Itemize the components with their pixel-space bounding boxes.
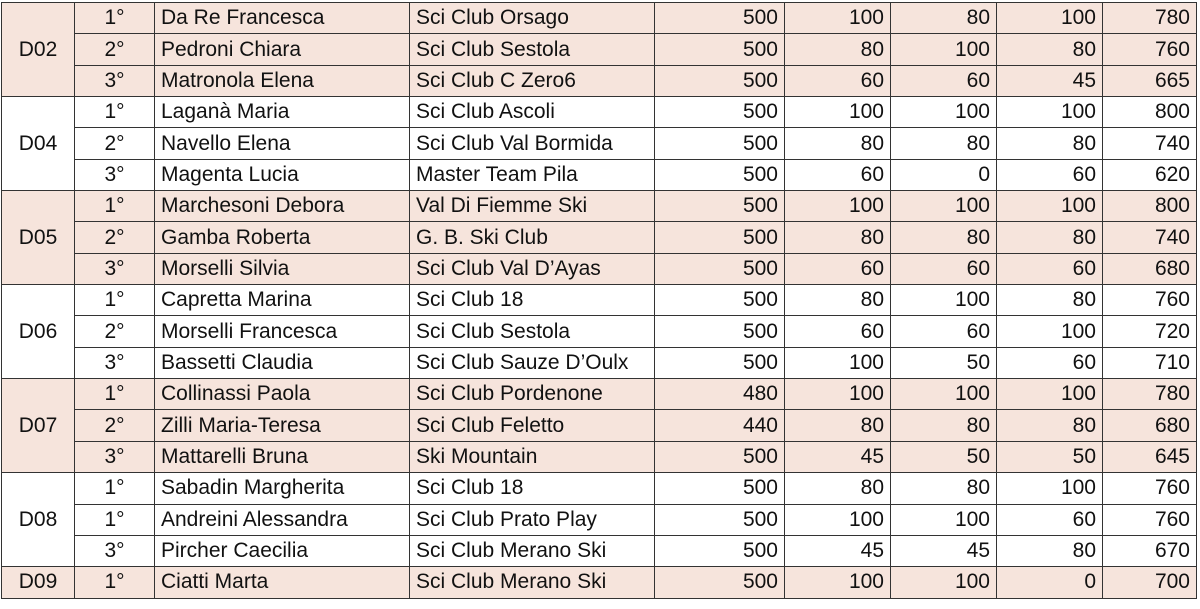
table-row xyxy=(2,128,1197,159)
score-4-cell: 60 xyxy=(997,253,1103,284)
position-cell: 1° xyxy=(75,97,155,128)
position-cell: 2° xyxy=(75,410,155,441)
score-2-cell: 60 xyxy=(785,65,891,96)
club-cell: Sci Club Val D’Ayas xyxy=(410,253,655,284)
club-cell: Sci Club C Zero6 xyxy=(410,65,655,96)
score-2-cell: 60 xyxy=(785,159,891,190)
club-cell: Master Team Pila xyxy=(410,159,655,190)
athlete-name-cell: Morselli Silvia xyxy=(155,253,410,284)
results-table xyxy=(1,2,1197,599)
athlete-name-cell: Bassetti Claudia xyxy=(155,347,410,378)
score-3-cell: 60 xyxy=(891,253,997,284)
category-cell: D09 xyxy=(2,567,75,598)
athlete-name-cell: Navello Elena xyxy=(155,128,410,159)
score-3-cell: 50 xyxy=(891,347,997,378)
position-cell: 3° xyxy=(75,159,155,190)
athlete-name-cell: Matronola Elena xyxy=(155,65,410,96)
score-4-cell: 80 xyxy=(997,222,1103,253)
table-row xyxy=(2,222,1197,253)
score-4-cell: 100 xyxy=(997,97,1103,128)
score-4-cell: 80 xyxy=(997,410,1103,441)
score-1-cell: 500 xyxy=(655,159,785,190)
athlete-name-cell: Zilli Maria-Teresa xyxy=(155,410,410,441)
table-row xyxy=(2,535,1197,566)
total-cell: 665 xyxy=(1103,65,1197,96)
score-2-cell: 100 xyxy=(785,3,891,34)
score-1-cell: 440 xyxy=(655,410,785,441)
score-1-cell: 500 xyxy=(655,567,785,598)
category-cell: D05 xyxy=(2,191,75,285)
athlete-name-cell: Andreini Alessandra xyxy=(155,504,410,535)
position-cell: 1° xyxy=(75,379,155,410)
table-row xyxy=(2,347,1197,378)
score-4-cell: 45 xyxy=(997,65,1103,96)
score-3-cell: 60 xyxy=(891,65,997,96)
total-cell: 720 xyxy=(1103,316,1197,347)
athlete-name-cell: Marchesoni Debora xyxy=(155,191,410,222)
table-row xyxy=(2,159,1197,190)
score-2-cell: 80 xyxy=(785,222,891,253)
table-row xyxy=(2,191,1197,222)
position-cell: 1° xyxy=(75,191,155,222)
category-cell: D07 xyxy=(2,379,75,473)
club-cell: Sci Club Val Bormida xyxy=(410,128,655,159)
table-row xyxy=(2,441,1197,472)
table-row xyxy=(2,379,1197,410)
score-3-cell: 100 xyxy=(891,379,997,410)
score-3-cell: 80 xyxy=(891,410,997,441)
club-cell: Sci Club Prato Play xyxy=(410,504,655,535)
table-row xyxy=(2,34,1197,65)
score-4-cell: 100 xyxy=(997,3,1103,34)
score-4-cell: 100 xyxy=(997,473,1103,504)
athlete-name-cell: Laganà Maria xyxy=(155,97,410,128)
position-cell: 1° xyxy=(75,504,155,535)
score-2-cell: 100 xyxy=(785,347,891,378)
category-cell: D08 xyxy=(2,473,75,567)
athlete-name-cell: Mattarelli Bruna xyxy=(155,441,410,472)
total-cell: 740 xyxy=(1103,222,1197,253)
category-cell: D02 xyxy=(2,3,75,97)
score-3-cell: 80 xyxy=(891,222,997,253)
position-cell: 3° xyxy=(75,347,155,378)
score-4-cell: 80 xyxy=(997,285,1103,316)
score-3-cell: 100 xyxy=(891,34,997,65)
score-2-cell: 60 xyxy=(785,253,891,284)
table-row xyxy=(2,316,1197,347)
score-3-cell: 100 xyxy=(891,285,997,316)
position-cell: 1° xyxy=(75,567,155,598)
score-2-cell: 45 xyxy=(785,441,891,472)
score-1-cell: 480 xyxy=(655,379,785,410)
score-1-cell: 500 xyxy=(655,3,785,34)
athlete-name-cell: Sabadin Margherita xyxy=(155,473,410,504)
score-2-cell: 80 xyxy=(785,34,891,65)
score-4-cell: 60 xyxy=(997,159,1103,190)
position-cell: 3° xyxy=(75,441,155,472)
total-cell: 780 xyxy=(1103,379,1197,410)
score-1-cell: 500 xyxy=(655,347,785,378)
total-cell: 800 xyxy=(1103,191,1197,222)
athlete-name-cell: Da Re Francesca xyxy=(155,3,410,34)
club-cell: Sci Club Pordenone xyxy=(410,379,655,410)
score-4-cell: 100 xyxy=(997,316,1103,347)
table-row xyxy=(2,410,1197,441)
score-1-cell: 500 xyxy=(655,253,785,284)
score-1-cell: 500 xyxy=(655,504,785,535)
score-4-cell: 80 xyxy=(997,128,1103,159)
club-cell: Sci Club 18 xyxy=(410,473,655,504)
score-2-cell: 100 xyxy=(785,379,891,410)
score-1-cell: 500 xyxy=(655,535,785,566)
club-cell: Sci Club Merano Ski xyxy=(410,567,655,598)
athlete-name-cell: Gamba Roberta xyxy=(155,222,410,253)
position-cell: 3° xyxy=(75,65,155,96)
score-2-cell: 45 xyxy=(785,535,891,566)
score-4-cell: 0 xyxy=(997,567,1103,598)
score-1-cell: 500 xyxy=(655,316,785,347)
club-cell: Sci Club Sauze D’Oulx xyxy=(410,347,655,378)
table-row xyxy=(2,473,1197,504)
position-cell: 1° xyxy=(75,3,155,34)
club-cell: Sci Club Sestola xyxy=(410,316,655,347)
position-cell: 2° xyxy=(75,316,155,347)
score-2-cell: 80 xyxy=(785,410,891,441)
score-2-cell: 100 xyxy=(785,567,891,598)
score-1-cell: 500 xyxy=(655,191,785,222)
total-cell: 670 xyxy=(1103,535,1197,566)
club-cell: G. B. Ski Club xyxy=(410,222,655,253)
score-3-cell: 100 xyxy=(891,97,997,128)
score-4-cell: 50 xyxy=(997,441,1103,472)
table-row xyxy=(2,97,1197,128)
score-2-cell: 80 xyxy=(785,285,891,316)
score-3-cell: 80 xyxy=(891,128,997,159)
category-cell: D04 xyxy=(2,97,75,191)
score-2-cell: 100 xyxy=(785,191,891,222)
position-cell: 2° xyxy=(75,34,155,65)
position-cell: 1° xyxy=(75,285,155,316)
athlete-name-cell: Morselli Francesca xyxy=(155,316,410,347)
score-4-cell: 60 xyxy=(997,504,1103,535)
score-1-cell: 500 xyxy=(655,473,785,504)
total-cell: 760 xyxy=(1103,473,1197,504)
club-cell: Sci Club Ascoli xyxy=(410,97,655,128)
total-cell: 760 xyxy=(1103,34,1197,65)
score-1-cell: 500 xyxy=(655,97,785,128)
score-1-cell: 500 xyxy=(655,222,785,253)
club-cell: Sci Club Feletto xyxy=(410,410,655,441)
club-cell: Sci Club Merano Ski xyxy=(410,535,655,566)
total-cell: 800 xyxy=(1103,97,1197,128)
athlete-name-cell: Capretta Marina xyxy=(155,285,410,316)
score-3-cell: 45 xyxy=(891,535,997,566)
score-1-cell: 500 xyxy=(655,285,785,316)
table-row xyxy=(2,3,1197,34)
club-cell: Sci Club Sestola xyxy=(410,34,655,65)
athlete-name-cell: Pircher Caecilia xyxy=(155,535,410,566)
total-cell: 760 xyxy=(1103,504,1197,535)
score-4-cell: 100 xyxy=(997,191,1103,222)
club-cell: Sci Club Orsago xyxy=(410,3,655,34)
club-cell: Val Di Fiemme Ski xyxy=(410,191,655,222)
athlete-name-cell: Ciatti Marta xyxy=(155,567,410,598)
score-1-cell: 500 xyxy=(655,128,785,159)
athlete-name-cell: Pedroni Chiara xyxy=(155,34,410,65)
athlete-name-cell: Collinassi Paola xyxy=(155,379,410,410)
table-row xyxy=(2,504,1197,535)
score-2-cell: 60 xyxy=(785,316,891,347)
club-cell: Sci Club 18 xyxy=(410,285,655,316)
score-3-cell: 80 xyxy=(891,473,997,504)
score-3-cell: 50 xyxy=(891,441,997,472)
score-4-cell: 80 xyxy=(997,535,1103,566)
score-2-cell: 100 xyxy=(785,97,891,128)
score-4-cell: 80 xyxy=(997,34,1103,65)
total-cell: 740 xyxy=(1103,128,1197,159)
score-2-cell: 100 xyxy=(785,504,891,535)
position-cell: 2° xyxy=(75,222,155,253)
total-cell: 620 xyxy=(1103,159,1197,190)
score-4-cell: 60 xyxy=(997,347,1103,378)
score-3-cell: 0 xyxy=(891,159,997,190)
table-row xyxy=(2,567,1197,598)
position-cell: 3° xyxy=(75,535,155,566)
score-2-cell: 80 xyxy=(785,473,891,504)
score-3-cell: 100 xyxy=(891,567,997,598)
score-3-cell: 60 xyxy=(891,316,997,347)
score-1-cell: 500 xyxy=(655,65,785,96)
total-cell: 680 xyxy=(1103,410,1197,441)
score-2-cell: 80 xyxy=(785,128,891,159)
table-row xyxy=(2,253,1197,284)
total-cell: 645 xyxy=(1103,441,1197,472)
total-cell: 680 xyxy=(1103,253,1197,284)
position-cell: 2° xyxy=(75,128,155,159)
score-1-cell: 500 xyxy=(655,441,785,472)
results-body xyxy=(2,3,1197,599)
category-cell: D06 xyxy=(2,285,75,379)
score-4-cell: 100 xyxy=(997,379,1103,410)
total-cell: 760 xyxy=(1103,285,1197,316)
total-cell: 700 xyxy=(1103,567,1197,598)
club-cell: Ski Mountain xyxy=(410,441,655,472)
total-cell: 780 xyxy=(1103,3,1197,34)
total-cell: 710 xyxy=(1103,347,1197,378)
table-row xyxy=(2,285,1197,316)
score-1-cell: 500 xyxy=(655,34,785,65)
position-cell: 3° xyxy=(75,253,155,284)
score-3-cell: 80 xyxy=(891,3,997,34)
athlete-name-cell: Magenta Lucia xyxy=(155,159,410,190)
table-row xyxy=(2,65,1197,96)
position-cell: 1° xyxy=(75,473,155,504)
score-3-cell: 100 xyxy=(891,191,997,222)
score-3-cell: 100 xyxy=(891,504,997,535)
